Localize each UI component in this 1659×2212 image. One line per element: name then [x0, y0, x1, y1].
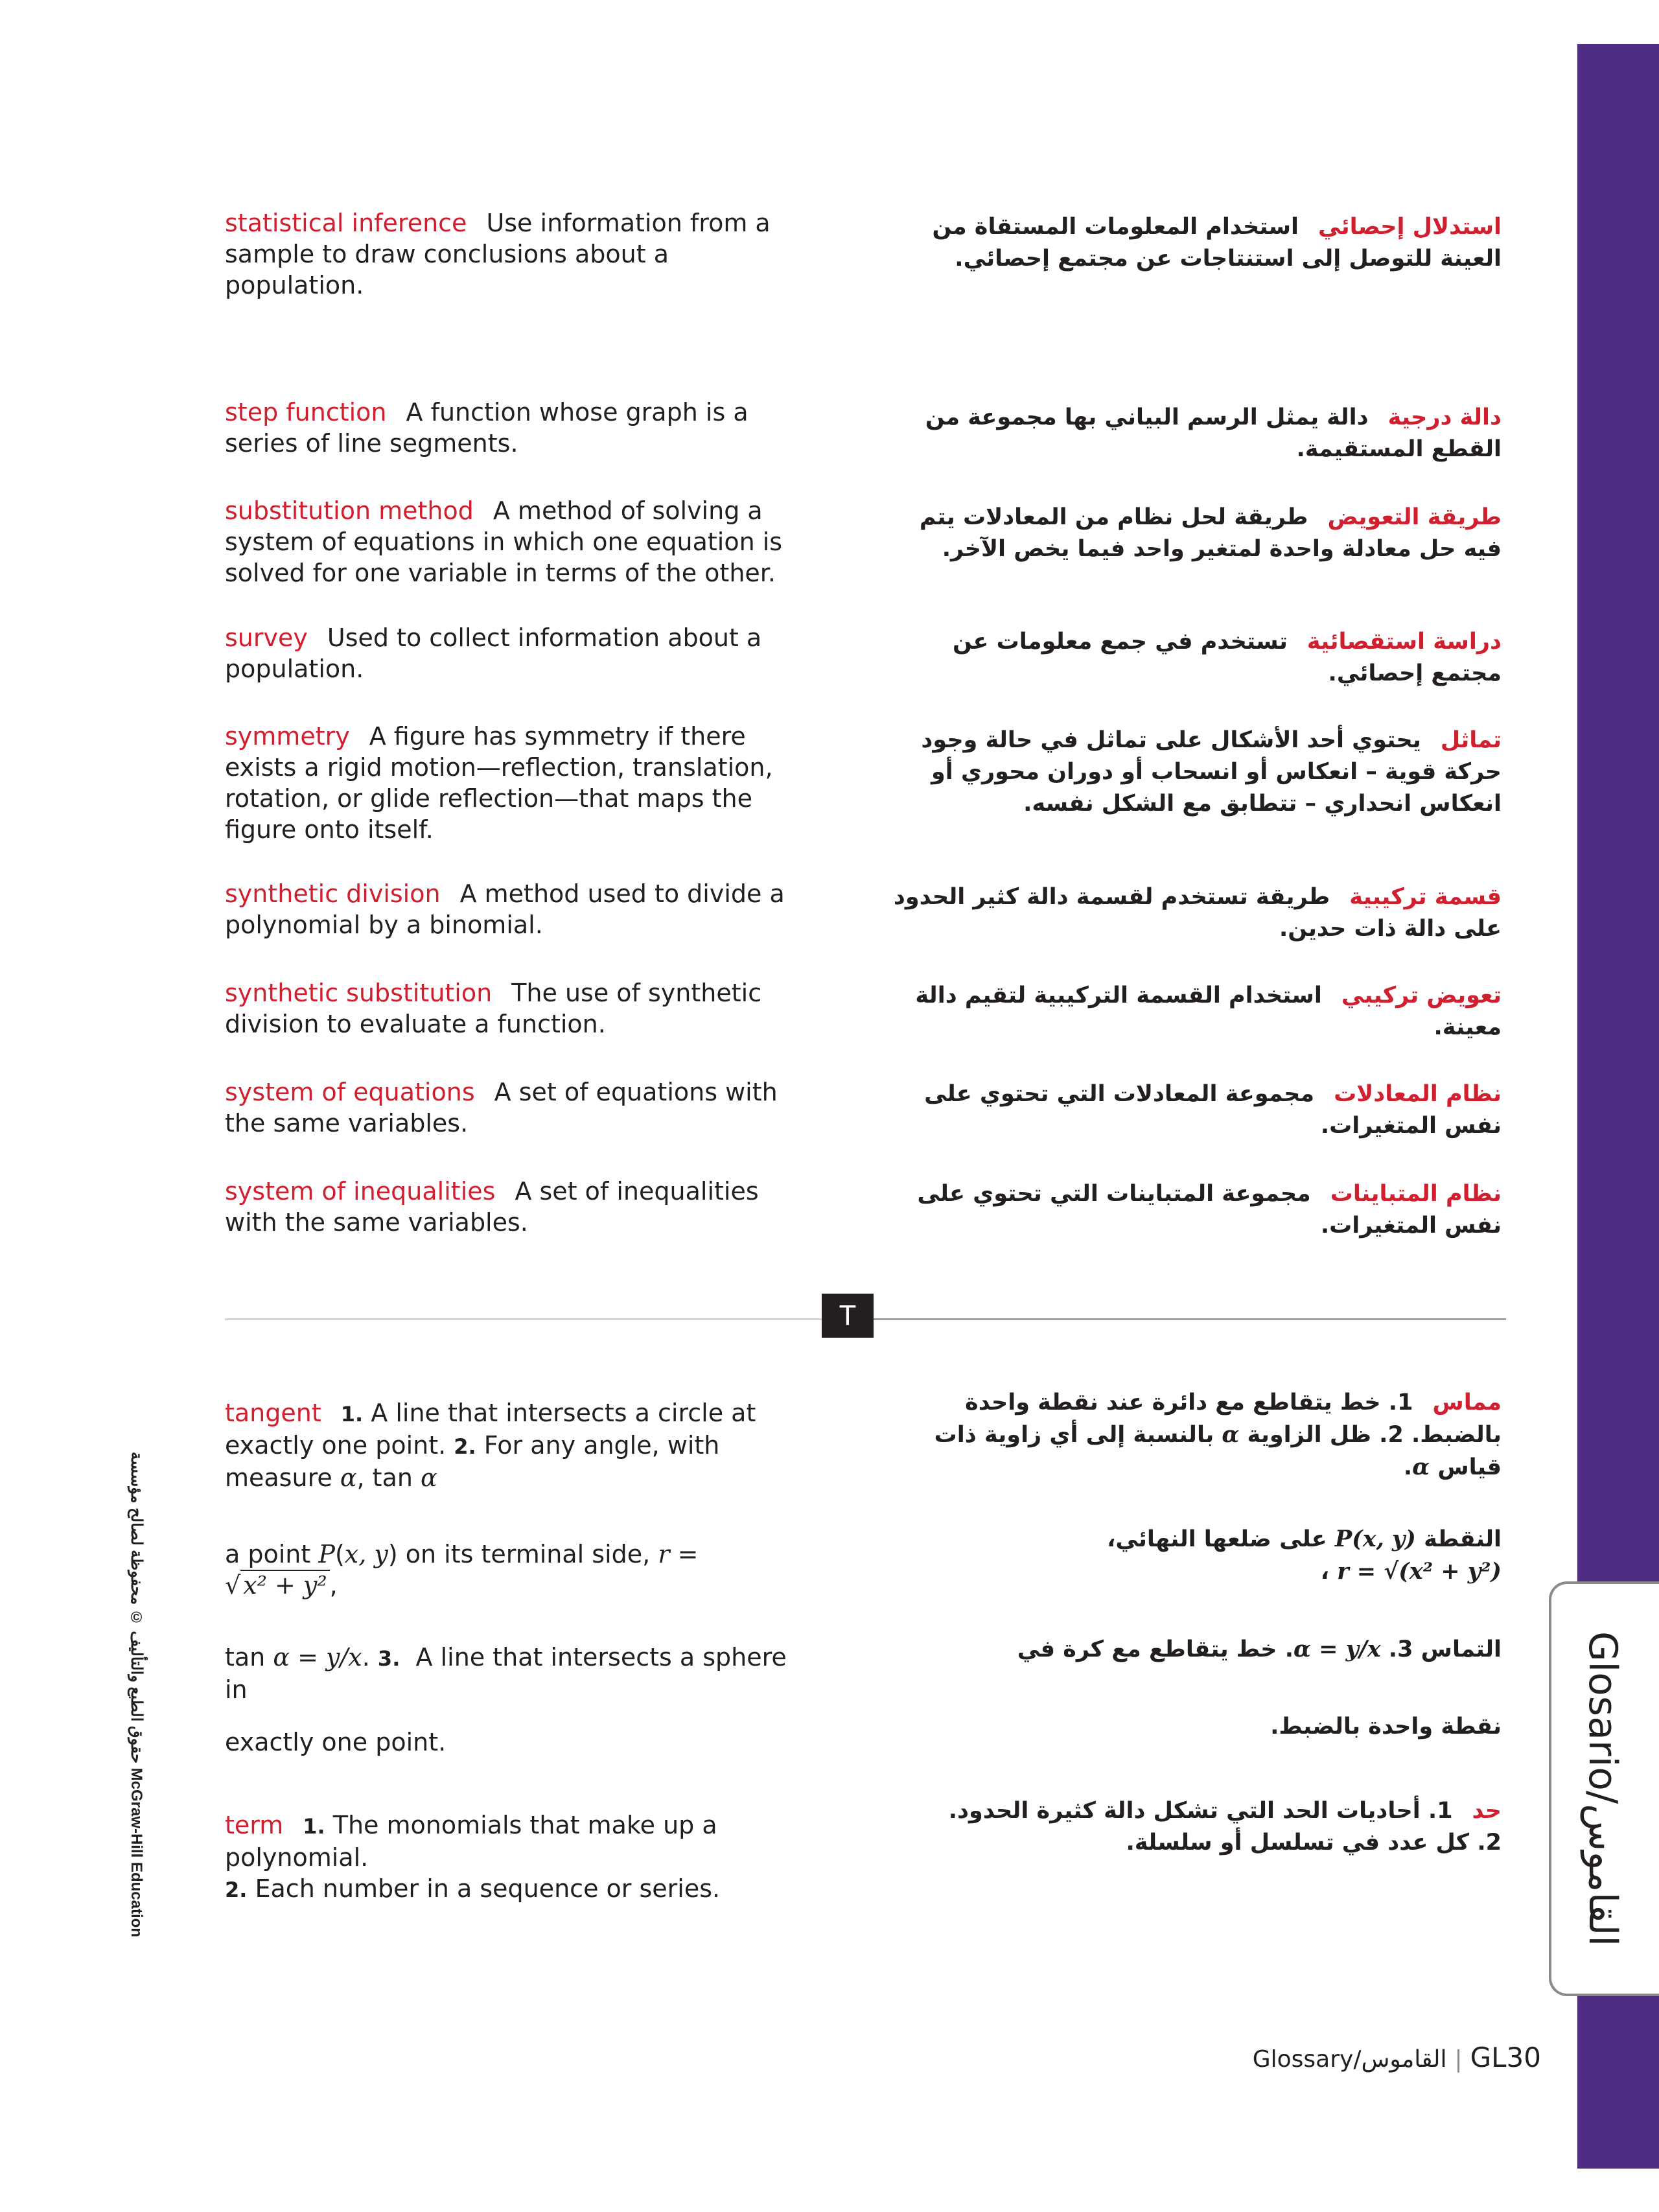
entry-tangent-en: tangent 1. A line that intersects a circle at exactly one point. 2. For any angle, with measure α, tan α	[225, 1399, 756, 1492]
term-ar: دراسة استقصائية	[1306, 629, 1502, 655]
term-ar: طريقة التعويض	[1327, 504, 1502, 530]
definition-ar: مجموعة المعادلات التي تحتوي على نفس المتغيرات.	[924, 1081, 1502, 1139]
definition-ar: ظل الزاوية	[1247, 1422, 1371, 1448]
entry-tangent-ar-cont3	[892, 1711, 1502, 1743]
entry-system-of-inequalities-en	[225, 1176, 808, 1238]
term-en: symmetry	[225, 722, 350, 751]
term-ar: تماثل	[1440, 727, 1502, 753]
entry-synthetic-division-en	[225, 878, 808, 940]
entry-tangent-ar-cont2: التماس 3. α = y/x. خط يتقاطع مع كرة في	[1017, 1636, 1502, 1662]
item-number: 1.	[340, 1402, 364, 1426]
entry-statistical-inference-ar	[892, 211, 1502, 275]
definition-ar: أحاديات الحد التي تشكل دالة كثيرة الحدود.	[948, 1798, 1421, 1824]
definition-en: Used to collect information about a population.	[225, 623, 762, 683]
definition-ar: طريقة لحل نظام من المعادلات يتم فيه حل معادلة واحدة لمتغير واحد فيما يخص الآخر.	[919, 504, 1502, 562]
definition-en: A figure has symmetry if there exists a rigid motion—reflection, translation, rotation, or glide reflection—that maps the figure onto itself.	[225, 722, 773, 844]
entry-system-of-equations-en	[225, 1077, 808, 1139]
term-en: system of equations	[225, 1078, 475, 1106]
definition-en: tan	[225, 1643, 266, 1671]
entry-substitution-method-en	[225, 495, 808, 588]
entry-survey-en	[225, 622, 808, 684]
entry-symmetry-en	[225, 721, 808, 845]
definition-en: Each number in a sequence or series.	[255, 1874, 721, 1903]
definition-en: tan	[372, 1463, 413, 1492]
definition-ar: بالنسبة إلى أي زاوية ذات قياس	[934, 1422, 1502, 1480]
definition-ar: خط يتقاطع مع كرة في	[1017, 1636, 1277, 1662]
definition-ar: النقطة	[1424, 1526, 1502, 1552]
definition-ar: استخدام القسمة التركيبية لتقيم دالة معينة.	[915, 983, 1502, 1040]
entry-tangent-ar: مماس1. خط يتقاطع مع دائرة عند نقطة واحدة بالضبط. 2. ظل الزاوية α بالنسبة إلى أي زاوية ذات قياس α.	[934, 1390, 1502, 1480]
entry-synthetic-substitution-ar	[892, 980, 1502, 1043]
entry-tangent-en-cont3	[225, 1727, 808, 1758]
entry-synthetic-substitution-en	[225, 977, 808, 1040]
definition-en: A line that intersects a circle at exactly one point.	[225, 1399, 756, 1460]
entry-step-function-en	[225, 397, 808, 459]
definition-ar: التماس	[1421, 1636, 1502, 1662]
entry-tangent-ar-cont: النقطة P(x, y) على ضلعها النهائي، r = √(x² + y²) ،	[1107, 1526, 1502, 1585]
definition-ar: كل عدد في تسلسل أو سلسلة.	[1126, 1830, 1470, 1856]
page-footer: Glossary/القاموس | GL30	[1252, 2042, 1541, 2073]
definition-ar: استخدام المعلومات المستقاة من العينة للتوصل إلى استنتاجات عن مجتمع إحصائي.	[932, 214, 1502, 272]
item-number: 2.	[225, 1878, 248, 1902]
entry-term-en	[225, 1810, 808, 1905]
term-ar: نظام المعادلات	[1334, 1081, 1502, 1107]
term-en: statistical inference	[225, 209, 467, 237]
entry-substitution-method-ar	[892, 502, 1502, 565]
item-number: 3	[1397, 1636, 1413, 1662]
term-ar: قسمة تركيبية	[1349, 884, 1502, 910]
term-en: system of inequalities	[225, 1177, 496, 1205]
definition-en: exactly one point.	[225, 1728, 447, 1756]
item-number: 2.	[1379, 1422, 1404, 1448]
definition-ar: دالة يمثل الرسم البياني بها مجموعة من القطع المستقيمة.	[925, 404, 1502, 462]
term-ar: دالة درجية	[1387, 404, 1502, 430]
section-divider-left	[225, 1318, 873, 1320]
definition-ar: على ضلعها النهائي،	[1107, 1526, 1327, 1552]
definition-en: The use of synthetic division to evaluate a function.	[225, 979, 762, 1038]
definition-en: A method used to divide a polynomial by a binomial.	[225, 879, 785, 939]
definition-en: a point	[225, 1540, 311, 1568]
definition-en: A method of solving a system of equations in which one equation is solved for one variable in terms of the other.	[225, 496, 783, 587]
term-en: substitution method	[225, 496, 474, 525]
item-number: 3.	[377, 1646, 400, 1671]
page-number: GL30	[1470, 2042, 1541, 2073]
term-en: synthetic division	[225, 879, 441, 908]
term-en: synthetic substitution	[225, 979, 493, 1007]
section-letter: T	[822, 1294, 874, 1338]
term-ar: نظام المتباينات	[1330, 1181, 1502, 1207]
term-en: survey	[225, 623, 308, 652]
entry-synthetic-division-ar	[892, 881, 1502, 945]
term-ar: استدلال إحصائي	[1318, 214, 1502, 240]
term-ar: حد	[1472, 1798, 1502, 1824]
item-number: 2.	[454, 1434, 476, 1459]
entry-term-ar	[892, 1795, 1502, 1859]
definition-ar: طريقة تستخدم لقسمة دالة كثير الحدود على دالة ذات حدين.	[893, 884, 1502, 942]
entry-system-of-inequalities-ar	[892, 1178, 1502, 1242]
definition-en: Use information from a sample to draw conclusions about a population.	[225, 209, 771, 299]
entry-step-function-ar	[892, 402, 1502, 465]
item-number: 1.	[1428, 1798, 1453, 1824]
item-number: 1.	[1388, 1390, 1413, 1415]
definition-en: on its terminal side,	[405, 1540, 651, 1568]
definition-en: The monomials that make up a polynomial.	[225, 1811, 717, 1872]
definition-en: For any angle, with measure	[225, 1431, 720, 1492]
definition-ar: مجموعة المتباينات التي تحتوي على نفس المتغيرات.	[917, 1181, 1502, 1239]
side-tab-label: Glosario/القاموس	[1580, 1631, 1625, 1947]
entry-tangent-en-cont2: tan α = y/x. 3. A line that intersects a sphere in	[225, 1643, 787, 1704]
term-ar: تعويض تركيبي	[1341, 983, 1502, 1008]
term-en: step function	[225, 398, 387, 426]
definition-ar: نقطة واحدة بالضبط.	[1270, 1714, 1502, 1740]
definition-en: A set of inequalities with the same variables.	[225, 1177, 759, 1237]
entry-system-of-equations-ar	[892, 1078, 1502, 1142]
item-number: 2.	[1477, 1830, 1502, 1856]
term-en: tangent	[225, 1399, 321, 1427]
copyright-notice: حقوق الطبع والتأليف © محفوظة لصالح مؤسسة McGraw-Hill Education	[128, 1452, 145, 1937]
definition-ar: تستخدم في جمع معلومات عن مجتمع إحصائي.	[953, 629, 1502, 686]
item-number: 1.	[303, 1814, 325, 1839]
entry-statistical-inference-en	[225, 207, 808, 301]
definition-en: A set of equations with the same variables.	[225, 1078, 778, 1137]
definition-en: A function whose graph is a series of line segments.	[225, 398, 748, 458]
entry-tangent-en-cont: a point P(x, y) on its terminal side, r = √ x² + y² ,	[225, 1540, 699, 1600]
term-en: term	[225, 1811, 284, 1839]
footer-label: Glossary/القاموس	[1252, 2046, 1447, 2073]
entry-survey-ar	[892, 626, 1502, 690]
section-divider-right	[871, 1318, 1506, 1320]
definition-ar: خط يتقاطع مع دائرة عند نقطة واحدة بالضبط.	[965, 1390, 1502, 1448]
term-ar: مماس	[1432, 1390, 1502, 1415]
definition-en: A line that intersects a sphere in	[225, 1643, 787, 1704]
definition-ar: يحتوي أحد الأشكال على تماثل في حالة وجود حركة قوية – انعكاس أو انسحاب أو دوران محوري أو انعكاس انحداري – تتطابق مع الشكل نفسه.	[921, 727, 1502, 817]
entry-symmetry-ar	[892, 725, 1502, 820]
